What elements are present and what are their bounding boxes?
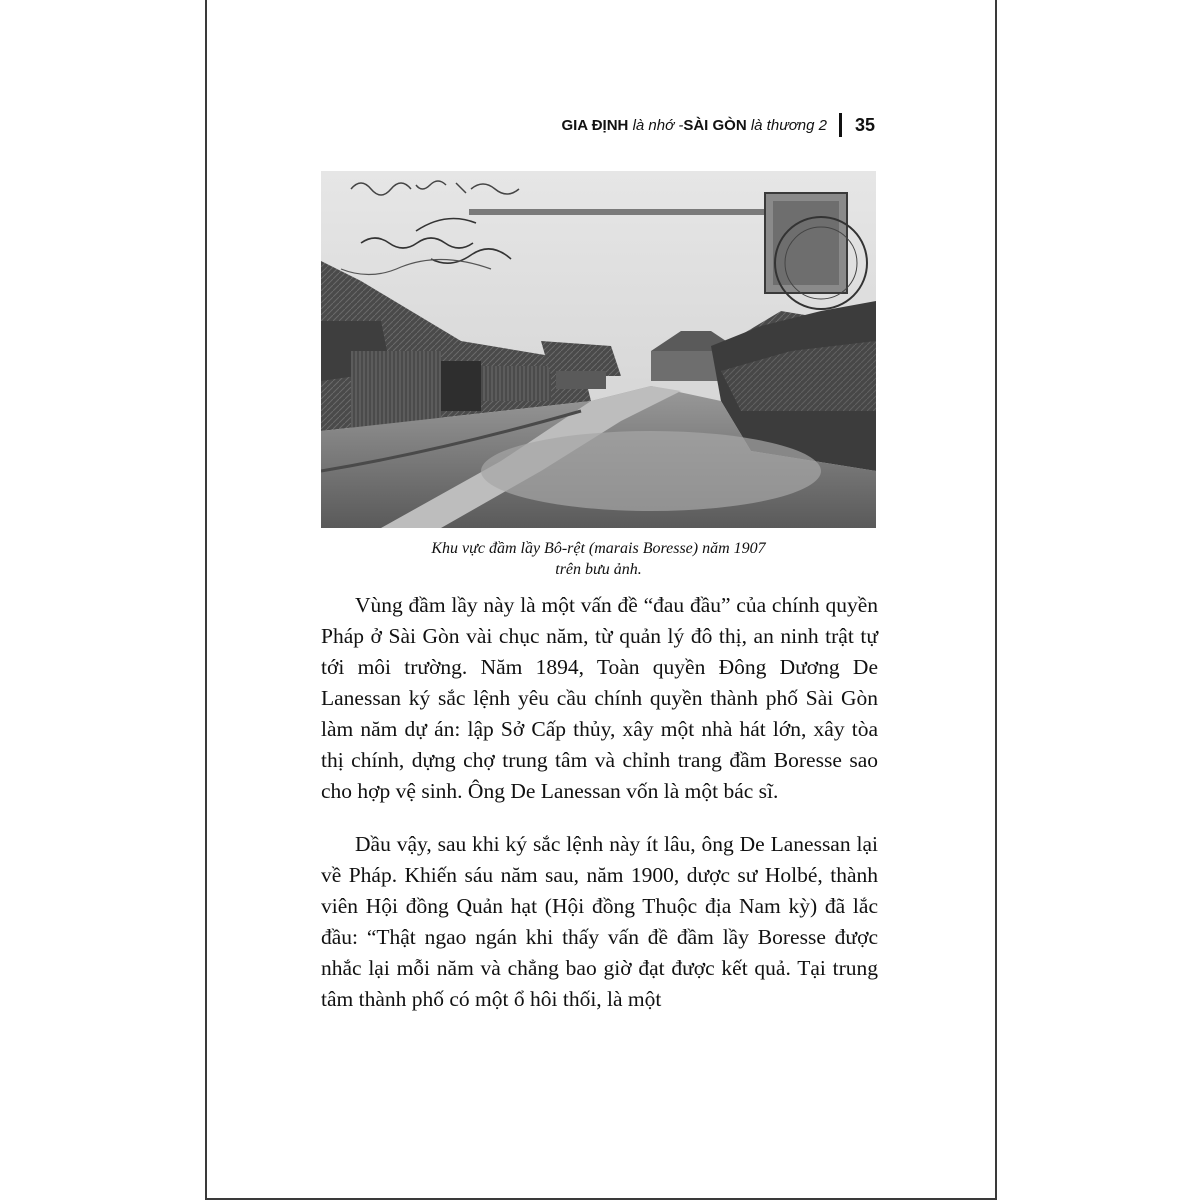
- running-header: [561, 112, 875, 138]
- book-page: [205, 0, 997, 1200]
- caption-line-2: trên bưu ảnh.: [555, 561, 642, 578]
- caption-line-1: Khu vực đầm lầy Bô-rệt (marais Boresse) năm 1907: [431, 540, 766, 557]
- paragraph-2: Dầu vậy, sau khi ký sắc lệnh này ít lâu, ông De Lanessan lại về Pháp. Khiến sáu năm sau, năm 1900, dược sư Holbé, thành viên Hội đồng Quản hạt (Hội đồng Thuộc địa Nam kỳ) đã lắc đầu: “Thật ngao ngán khi thấy vấn đề đầm lầy Boresse được nhắc lại mỗi năm và chẳng bao giờ đạt được kết quả. Tại trung tâm thành phố có một ổ hôi thối, là một: [321, 832, 878, 1011]
- historical-postcard-photo: [321, 171, 876, 528]
- page-number: 35: [854, 114, 875, 135]
- postcard-image: [321, 171, 876, 528]
- photo-caption: [321, 538, 876, 580]
- header-text-la-nho: là nhớ -: [632, 116, 684, 134]
- paragraph-1: Vùng đầm lầy này là một vấn đề “đau đầu” của chính quyền Pháp ở Sài Gòn vài chục năm, từ quản lý đô thị, an ninh trật tự tới môi trường. Năm 1894, Toàn quyền Đông Dương De Lanessan ký sắc lệnh yêu cầu chính quyền thành phố Sài Gòn làm năm dự án: lập Sở Cấp thủy, xây một nhà hát lớn, xây tòa thị chính, dựng chợ trung tâm và chỉnh trang đầm Boresse sao cho hợp vệ sinh. Ông De Lanessan vốn là một bác sĩ.: [321, 593, 878, 803]
- header-title-sai-gon: SÀI GÒN: [683, 116, 747, 134]
- header-text-la-thuong: là thương 2: [750, 116, 827, 134]
- header-title-gia-dinh: GIA ĐỊNH: [561, 116, 629, 134]
- body-text: [321, 590, 878, 1015]
- header-divider: [839, 113, 842, 137]
